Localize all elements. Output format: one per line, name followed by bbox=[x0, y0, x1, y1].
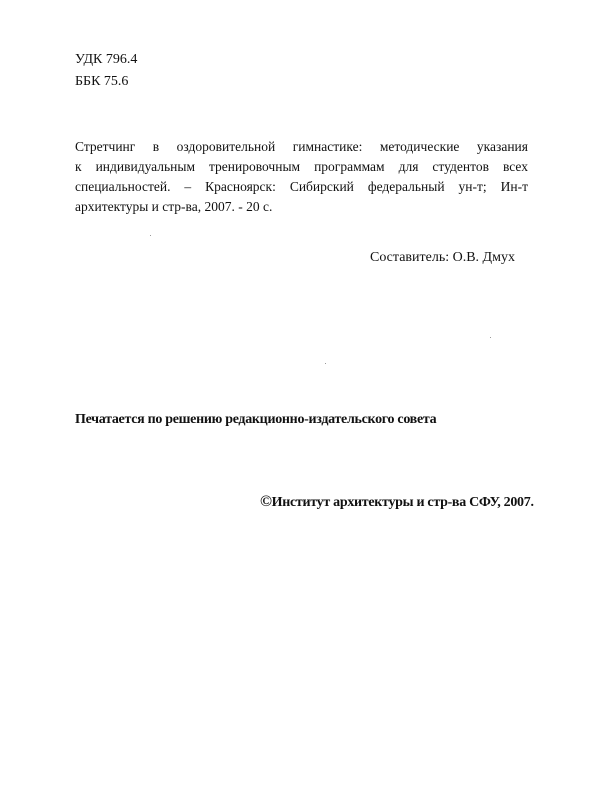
scan-speck bbox=[150, 235, 151, 236]
annotation-line: Стретчинг в оздоровительной гимнастике: методические указания bbox=[75, 139, 528, 154]
bbk-code: ББК 75.6 bbox=[75, 74, 129, 89]
print-approval-note: Печатается по решению редакционно-издательского совета bbox=[75, 412, 437, 427]
bibliographic-annotation bbox=[75, 137, 528, 217]
scan-speck bbox=[325, 363, 326, 364]
udk-code: УДК 796.4 bbox=[75, 52, 138, 67]
copyright-text: Институт архитектуры и стр-ва СФУ, 2007. bbox=[271, 495, 534, 510]
scan-speck bbox=[490, 337, 491, 338]
copyright-symbol-icon: © bbox=[260, 493, 272, 510]
compiler-credit: Составитель: О.В. Дмух bbox=[370, 250, 515, 265]
annotation-line: к индивидуальным тренировочным программам для студентов всех bbox=[75, 159, 528, 174]
copyright-notice bbox=[260, 494, 534, 511]
annotation-line: архитектуры и стр-ва, 2007. - 20 с. bbox=[75, 199, 273, 214]
annotation-line: специальностей. – Красноярск: Сибирский федеральный ун-т; Ин-т bbox=[75, 179, 528, 194]
